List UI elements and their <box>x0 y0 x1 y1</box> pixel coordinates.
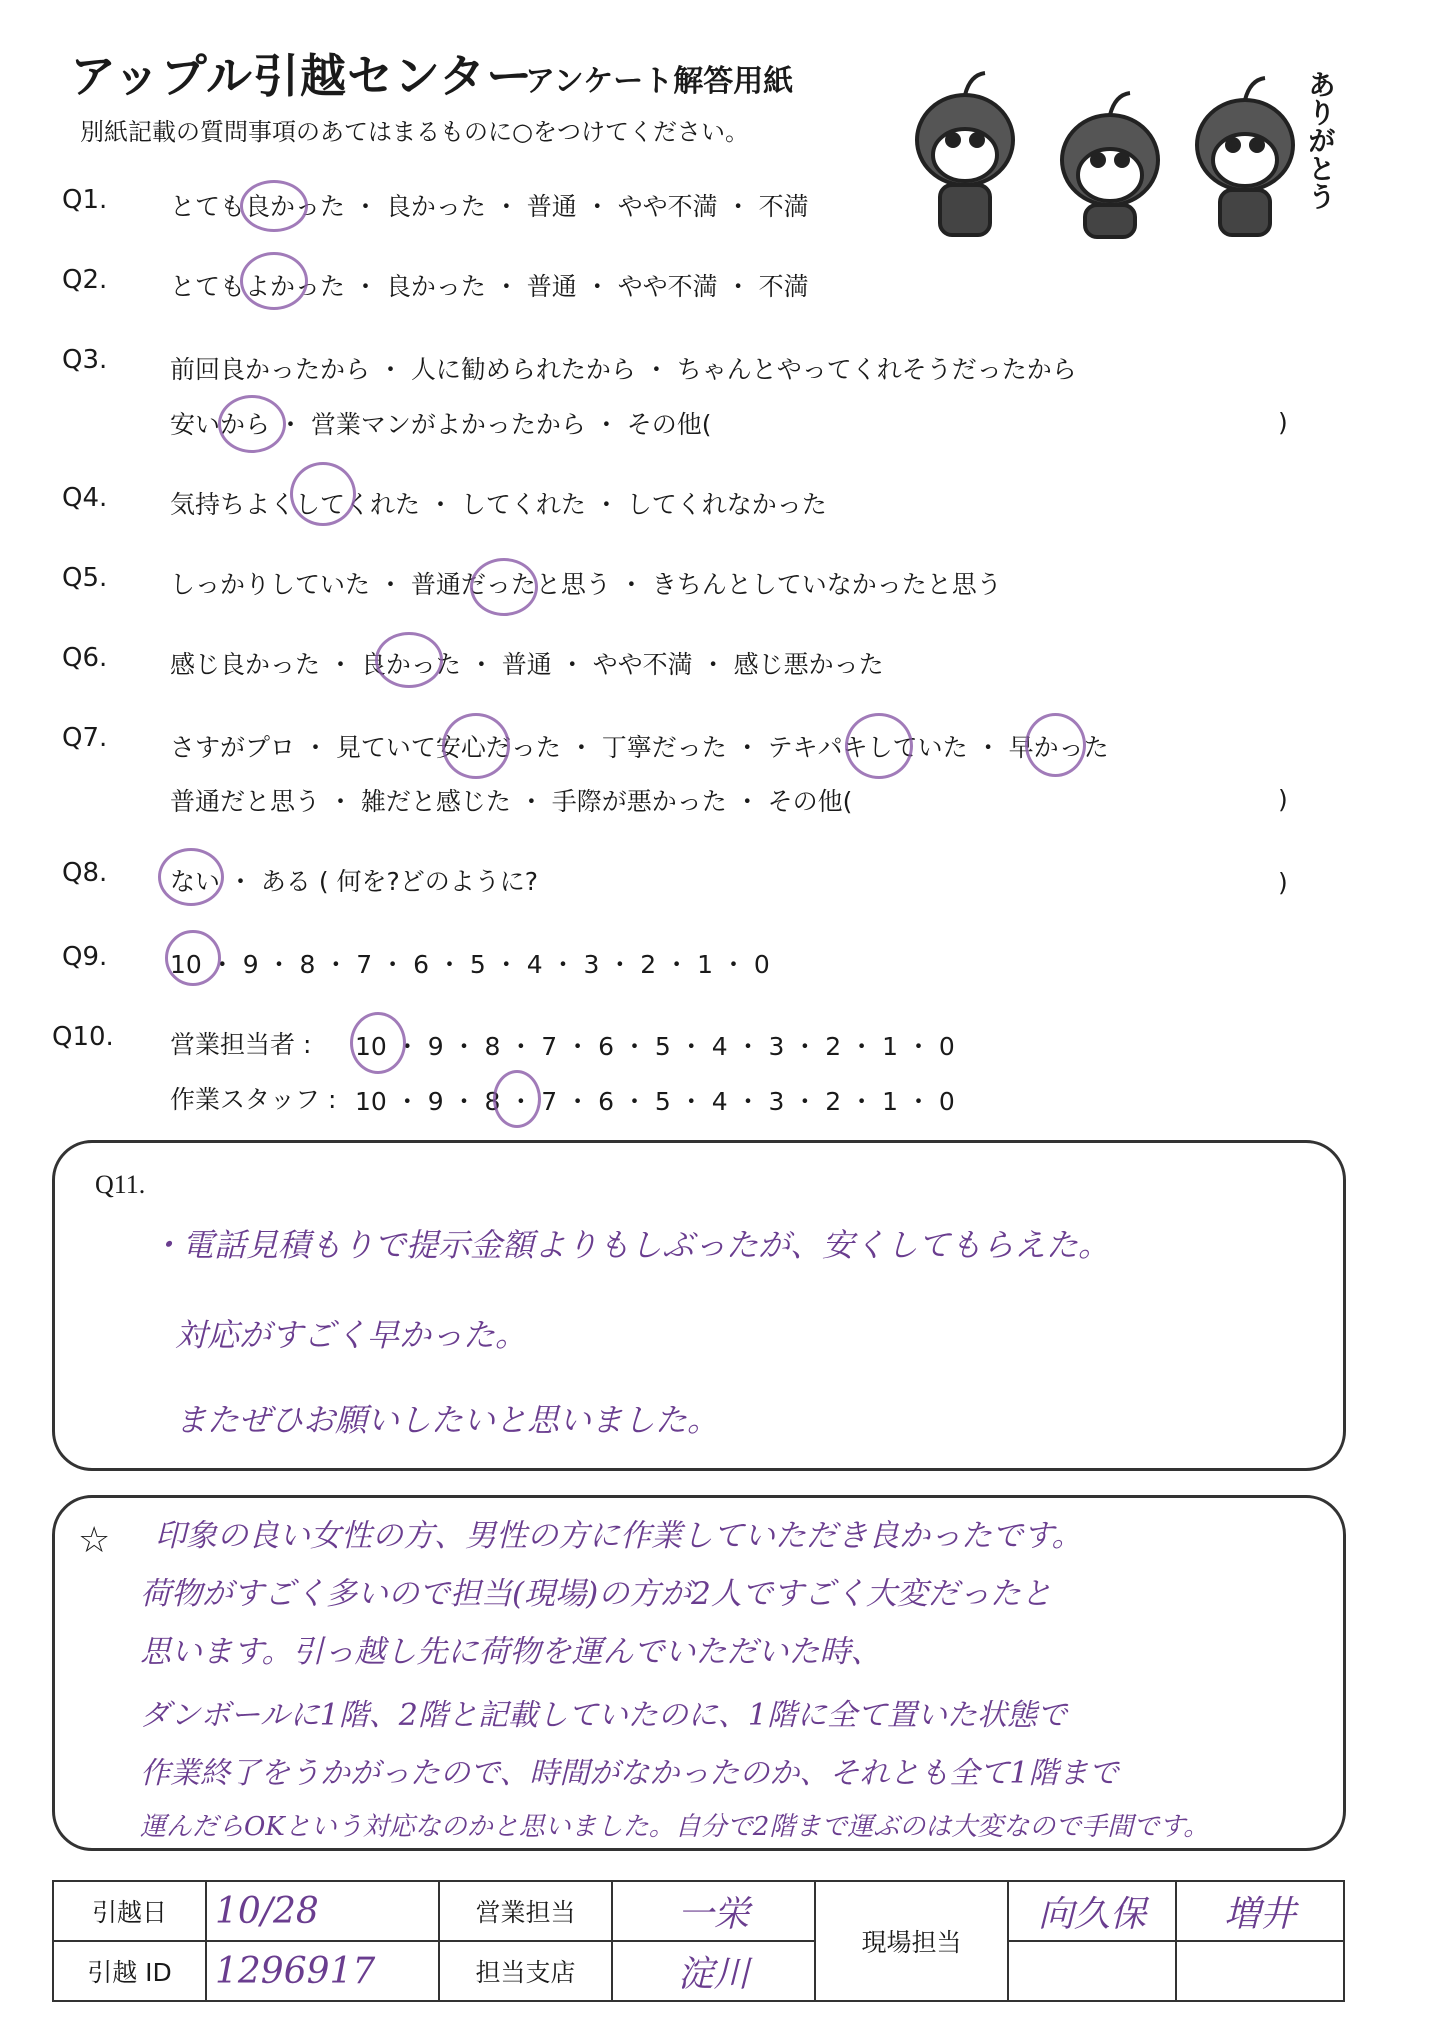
q11-comment-line: 対応がすごく早かった。 <box>175 1316 528 1354</box>
answer-mark <box>240 180 308 232</box>
star-comment-line: 思います。引っ越し先に荷物を運んでいただいた時、 <box>140 1634 882 1670</box>
move-date-label: 引越日 <box>53 1881 206 1941</box>
q4-options[interactable]: 気持ちよくしてくれた ・ してくれた ・ してくれなかった <box>170 490 827 519</box>
site-value-2: 増井 <box>1176 1881 1344 1941</box>
site-label: 現場担当 <box>815 1881 1008 2001</box>
q2-options[interactable]: とてもよかった ・ 良かった ・ 普通 ・ やや不満 ・ 不満 <box>170 272 809 301</box>
answer-mark <box>290 462 356 526</box>
mascot-text: ありがとう <box>1304 70 1337 210</box>
form-title: アンケート解答用紙 <box>525 64 794 99</box>
q11-comment-line: またぜひお願いしたいと思いました。 <box>175 1401 720 1439</box>
q6-options[interactable]: 感じ良かった ・ 良かった ・ 普通 ・ やや不満 ・ 感じ悪かった <box>170 650 884 679</box>
answer-mark <box>493 1070 541 1128</box>
q3-close-paren: ) <box>1278 408 1288 437</box>
q11-comment-line: ・電話見積もりで提示金額よりもしぶったが、安くしてもらえた。 <box>150 1226 1111 1264</box>
star-icon: ☆ <box>78 1520 111 1561</box>
answer-mark <box>218 395 286 453</box>
monkey-icon <box>1197 78 1293 235</box>
q10-sales-scale[interactable]: 10 ・ 9 ・ 8 ・ 7 ・ 6 ・ 5 ・ 4 ・ 3 ・ 2 ・ 1 ・ 0 <box>355 1032 955 1061</box>
site-value-1: 向久保 <box>1008 1881 1176 1941</box>
q10-label: Q10. <box>52 1022 114 1052</box>
branch-value: 淀川 <box>612 1941 815 2001</box>
q8-close-paren: ) <box>1278 868 1288 897</box>
sales-label: 営業担当 <box>439 1881 612 1941</box>
q10-staff-label: 作業スタッフ : <box>170 1085 337 1114</box>
q4-label: Q4. <box>62 483 108 513</box>
q1-options[interactable]: とても良かった ・ 良かった ・ 普通 ・ やや不満 ・ 不満 <box>170 192 809 221</box>
star-comment-line: 運んだらOKという対応なのかと思いました。自分で2階まで運ぶのは大変なので手間です。 <box>140 1812 1210 1842</box>
company-name: アップル引越センター <box>70 49 534 103</box>
answer-mark <box>1025 713 1086 777</box>
answer-mark <box>845 713 913 779</box>
move-id-value: 1296917 <box>206 1941 439 2001</box>
answer-mark <box>350 1012 406 1074</box>
answer-mark <box>470 558 538 616</box>
star-comment-line: ダンボールに1階、2階と記載していたのに、1階に全て置いた状態で <box>140 1698 1067 1733</box>
q3-options-line1[interactable]: 前回良かったから ・ 人に勧められたから ・ ちゃんとやってくれそうだったから <box>170 355 1077 384</box>
answer-mark <box>442 713 510 779</box>
q6-label: Q6. <box>62 643 108 673</box>
q7-options-line2[interactable]: 普通だと思う ・ 雑だと感じた ・ 手際が悪かった ・ その他( <box>170 787 853 816</box>
q8-label: Q8. <box>62 858 108 888</box>
q11-label: Q11. <box>95 1170 146 1199</box>
q9-scale[interactable]: 10 ・ 9 ・ 8 ・ 7 ・ 6 ・ 5 ・ 4 ・ 3 ・ 2 ・ 1 ・ 0 <box>170 950 770 979</box>
q7-options-line1[interactable]: さすがプロ ・ 見ていて安心だった ・ 丁寧だった ・ テキパキしていた ・ 早かった <box>170 733 1109 762</box>
q8-options[interactable]: ない ・ ある ( 何を?どのように? <box>170 867 539 896</box>
q10-staff-scale[interactable]: 10 ・ 9 ・ 8 ・ 7 ・ 6 ・ 5 ・ 4 ・ 3 ・ 2 ・ 1 ・ 0 <box>355 1087 955 1116</box>
answer-mark <box>240 252 308 310</box>
move-info-table <box>52 1880 1345 2002</box>
star-comment-line: 印象の良い女性の方、男性の方に作業していただき良かったです。 <box>155 1518 1083 1554</box>
star-comment-line: 作業終了をうかがったので、時間がなかったのか、それとも全て1階まで <box>140 1756 1119 1791</box>
star-comment-line: 荷物がすごく多いので担当(現場)の方が2人ですごく大変だったと <box>140 1576 1052 1612</box>
q3-options-line2[interactable]: 安いから ・ 営業マンがよかったから ・ その他( <box>170 410 712 439</box>
q7-close-paren: ) <box>1278 785 1288 814</box>
monkey-icon <box>1062 93 1158 237</box>
q5-options[interactable]: しっかりしていた ・ 普通だったと思う ・ きちんとしていなかったと思う <box>170 570 1002 599</box>
instruction-text: 別紙記載の質問事項のあてはまるものに○をつけてください。 <box>80 118 749 146</box>
answer-mark <box>158 848 224 906</box>
branch-label: 担当支店 <box>439 1941 612 2001</box>
move-date-value: 10/28 <box>206 1881 439 1941</box>
answer-mark <box>375 632 443 688</box>
move-id-label: 引越 ID <box>53 1941 206 2001</box>
sales-value: 一栄 <box>612 1881 815 1941</box>
answer-mark <box>165 930 221 986</box>
q9-label: Q9. <box>62 942 108 972</box>
q1-label: Q1. <box>62 185 108 215</box>
q5-label: Q5. <box>62 563 108 593</box>
q2-label: Q2. <box>62 265 108 295</box>
q7-label: Q7. <box>62 723 108 753</box>
q10-sales-label: 営業担当者 : <box>170 1030 312 1059</box>
q3-label: Q3. <box>62 345 108 375</box>
monkey-icon <box>917 73 1013 235</box>
site-empty-cell <box>1008 1941 1176 2001</box>
site-empty-cell <box>1176 1941 1344 2001</box>
